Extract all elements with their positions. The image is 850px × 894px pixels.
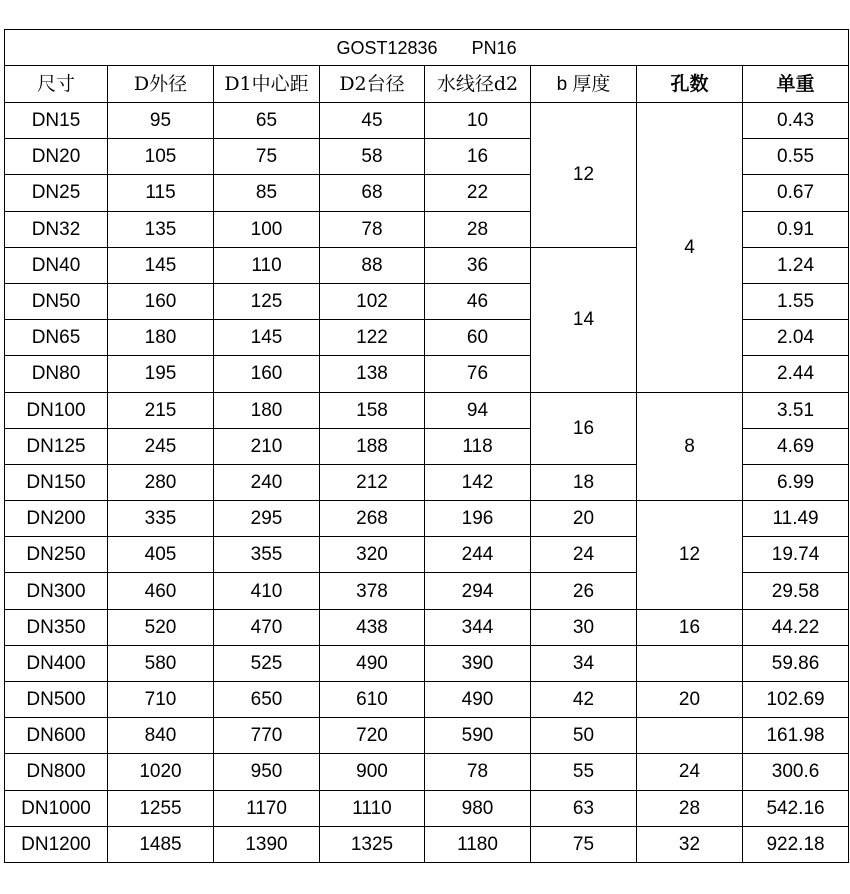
cell-unit-weight: 11.49 <box>743 501 849 537</box>
cell-center-distance: 145 <box>214 320 320 356</box>
cell-hole-count: 28 <box>637 790 743 826</box>
cell-size: DN500 <box>5 682 108 718</box>
cell-hole-count <box>637 718 743 754</box>
table-title <box>5 30 849 66</box>
cell-outer-diameter: 710 <box>108 682 214 718</box>
cell-unit-weight: 2.04 <box>743 320 849 356</box>
cell-waterline-diameter: 36 <box>425 247 531 283</box>
cell-waterline-diameter: 22 <box>425 175 531 211</box>
header-raised-face-diameter: D2台径 <box>320 66 425 103</box>
cell-center-distance: 470 <box>214 609 320 645</box>
cell-raised-face-diameter: 1110 <box>320 790 425 826</box>
cell-size: DN65 <box>5 320 108 356</box>
cell-hole-count: 12 <box>637 501 743 610</box>
cell-unit-weight: 102.69 <box>743 682 849 718</box>
cell-hole-count: 16 <box>637 609 743 645</box>
cell-raised-face-diameter: 900 <box>320 754 425 790</box>
cell-raised-face-diameter: 138 <box>320 356 425 392</box>
cell-center-distance: 650 <box>214 682 320 718</box>
cell-hole-count: 20 <box>637 682 743 718</box>
cell-raised-face-diameter: 88 <box>320 247 425 283</box>
table-row <box>5 682 849 718</box>
cell-size: DN1200 <box>5 826 108 862</box>
cell-unit-weight: 0.67 <box>743 175 849 211</box>
cell-raised-face-diameter: 610 <box>320 682 425 718</box>
cell-center-distance: 295 <box>214 501 320 537</box>
cell-thickness: 18 <box>531 464 637 500</box>
cell-waterline-diameter: 490 <box>425 682 531 718</box>
cell-size: DN300 <box>5 573 108 609</box>
cell-center-distance: 75 <box>214 139 320 175</box>
cell-raised-face-diameter: 58 <box>320 139 425 175</box>
cell-thickness: 63 <box>531 790 637 826</box>
cell-unit-weight: 542.16 <box>743 790 849 826</box>
cell-thickness: 20 <box>531 501 637 537</box>
cell-center-distance: 160 <box>214 356 320 392</box>
cell-hole-count: 8 <box>637 392 743 501</box>
cell-size: DN50 <box>5 283 108 319</box>
cell-size: DN150 <box>5 464 108 500</box>
cell-center-distance: 355 <box>214 537 320 573</box>
table-row <box>5 103 849 139</box>
cell-center-distance: 950 <box>214 754 320 790</box>
cell-center-distance: 240 <box>214 464 320 500</box>
cell-unit-weight: 4.69 <box>743 428 849 464</box>
cell-outer-diameter: 195 <box>108 356 214 392</box>
cell-center-distance: 180 <box>214 392 320 428</box>
cell-outer-diameter: 1020 <box>108 754 214 790</box>
cell-thickness: 50 <box>531 718 637 754</box>
table-row <box>5 645 849 681</box>
header-hole-count: 孔数 <box>637 66 743 103</box>
cell-raised-face-diameter: 378 <box>320 573 425 609</box>
cell-thickness: 42 <box>531 682 637 718</box>
cell-thickness: 55 <box>531 754 637 790</box>
cell-raised-face-diameter: 188 <box>320 428 425 464</box>
cell-unit-weight: 0.43 <box>743 103 849 139</box>
table-row <box>5 826 849 862</box>
cell-center-distance: 410 <box>214 573 320 609</box>
cell-raised-face-diameter: 68 <box>320 175 425 211</box>
cell-center-distance: 770 <box>214 718 320 754</box>
cell-outer-diameter: 405 <box>108 537 214 573</box>
cell-size: DN80 <box>5 356 108 392</box>
cell-size: DN250 <box>5 537 108 573</box>
cell-size: DN100 <box>5 392 108 428</box>
cell-outer-diameter: 280 <box>108 464 214 500</box>
cell-outer-diameter: 1485 <box>108 826 214 862</box>
cell-size: DN200 <box>5 501 108 537</box>
cell-thickness: 16 <box>531 392 637 464</box>
cell-size: DN800 <box>5 754 108 790</box>
header-center-distance: D1中心距 <box>214 66 320 103</box>
cell-size: DN20 <box>5 139 108 175</box>
header-unit-weight: 单重 <box>743 66 849 103</box>
cell-outer-diameter: 245 <box>108 428 214 464</box>
cell-thickness: 24 <box>531 537 637 573</box>
cell-size: DN1000 <box>5 790 108 826</box>
cell-center-distance: 1390 <box>214 826 320 862</box>
cell-hole-count: 32 <box>637 826 743 862</box>
cell-thickness: 30 <box>531 609 637 645</box>
cell-center-distance: 85 <box>214 175 320 211</box>
cell-unit-weight: 29.58 <box>743 573 849 609</box>
cell-outer-diameter: 135 <box>108 211 214 247</box>
cell-center-distance: 210 <box>214 428 320 464</box>
cell-size: DN25 <box>5 175 108 211</box>
header-outer-diameter: D外径 <box>108 66 214 103</box>
title-row <box>5 30 849 66</box>
cell-waterline-diameter: 78 <box>425 754 531 790</box>
cell-raised-face-diameter: 720 <box>320 718 425 754</box>
cell-outer-diameter: 160 <box>108 283 214 319</box>
cell-waterline-diameter: 390 <box>425 645 531 681</box>
cell-outer-diameter: 840 <box>108 718 214 754</box>
header-size: 尺寸 <box>5 66 108 103</box>
cell-outer-diameter: 145 <box>108 247 214 283</box>
cell-raised-face-diameter: 102 <box>320 283 425 319</box>
cell-outer-diameter: 580 <box>108 645 214 681</box>
table-row <box>5 392 849 428</box>
cell-size: DN125 <box>5 428 108 464</box>
cell-thickness: 26 <box>531 573 637 609</box>
title-standard: GOST12836 <box>336 37 438 58</box>
cell-outer-diameter: 105 <box>108 139 214 175</box>
cell-raised-face-diameter: 212 <box>320 464 425 500</box>
cell-waterline-diameter: 16 <box>425 139 531 175</box>
cell-outer-diameter: 95 <box>108 103 214 139</box>
cell-thickness: 14 <box>531 247 637 392</box>
cell-waterline-diameter: 28 <box>425 211 531 247</box>
cell-raised-face-diameter: 1325 <box>320 826 425 862</box>
cell-unit-weight: 59.86 <box>743 645 849 681</box>
cell-outer-diameter: 335 <box>108 501 214 537</box>
cell-thickness: 34 <box>531 645 637 681</box>
flange-spec-table <box>4 29 849 863</box>
cell-unit-weight: 3.51 <box>743 392 849 428</box>
cell-center-distance: 125 <box>214 283 320 319</box>
cell-outer-diameter: 115 <box>108 175 214 211</box>
cell-unit-weight: 2.44 <box>743 356 849 392</box>
cell-raised-face-diameter: 78 <box>320 211 425 247</box>
cell-unit-weight: 6.99 <box>743 464 849 500</box>
cell-center-distance: 1170 <box>214 790 320 826</box>
cell-waterline-diameter: 344 <box>425 609 531 645</box>
title-pressure: PN16 <box>471 37 517 58</box>
cell-unit-weight: 300.6 <box>743 754 849 790</box>
cell-size: DN400 <box>5 645 108 681</box>
cell-outer-diameter: 1255 <box>108 790 214 826</box>
cell-outer-diameter: 215 <box>108 392 214 428</box>
cell-waterline-diameter: 1180 <box>425 826 531 862</box>
cell-unit-weight: 922.18 <box>743 826 849 862</box>
cell-center-distance: 110 <box>214 247 320 283</box>
cell-outer-diameter: 520 <box>108 609 214 645</box>
cell-hole-count: 4 <box>637 103 743 393</box>
cell-waterline-diameter: 118 <box>425 428 531 464</box>
cell-outer-diameter: 460 <box>108 573 214 609</box>
cell-thickness: 12 <box>531 103 637 248</box>
cell-raised-face-diameter: 320 <box>320 537 425 573</box>
cell-size: DN32 <box>5 211 108 247</box>
cell-unit-weight: 0.55 <box>743 139 849 175</box>
cell-outer-diameter: 180 <box>108 320 214 356</box>
header-thickness: b 厚度 <box>531 66 637 103</box>
cell-waterline-diameter: 76 <box>425 356 531 392</box>
cell-unit-weight: 0.91 <box>743 211 849 247</box>
cell-waterline-diameter: 590 <box>425 718 531 754</box>
cell-raised-face-diameter: 158 <box>320 392 425 428</box>
cell-center-distance: 100 <box>214 211 320 247</box>
cell-center-distance: 525 <box>214 645 320 681</box>
cell-raised-face-diameter: 122 <box>320 320 425 356</box>
cell-waterline-diameter: 142 <box>425 464 531 500</box>
cell-size: DN350 <box>5 609 108 645</box>
cell-raised-face-diameter: 490 <box>320 645 425 681</box>
cell-raised-face-diameter: 438 <box>320 609 425 645</box>
table-row <box>5 501 849 537</box>
cell-unit-weight: 161.98 <box>743 718 849 754</box>
cell-thickness: 75 <box>531 826 637 862</box>
table-row <box>5 609 849 645</box>
cell-waterline-diameter: 94 <box>425 392 531 428</box>
cell-unit-weight: 1.24 <box>743 247 849 283</box>
table-row <box>5 754 849 790</box>
cell-hole-count <box>637 645 743 681</box>
header-waterline-diameter: 水线径d2 <box>425 66 531 103</box>
cell-size: DN15 <box>5 103 108 139</box>
cell-center-distance: 65 <box>214 103 320 139</box>
cell-hole-count: 24 <box>637 754 743 790</box>
cell-waterline-diameter: 294 <box>425 573 531 609</box>
cell-unit-weight: 44.22 <box>743 609 849 645</box>
table-row <box>5 790 849 826</box>
cell-unit-weight: 19.74 <box>743 537 849 573</box>
cell-raised-face-diameter: 45 <box>320 103 425 139</box>
cell-waterline-diameter: 46 <box>425 283 531 319</box>
table-row <box>5 718 849 754</box>
cell-waterline-diameter: 60 <box>425 320 531 356</box>
cell-unit-weight: 1.55 <box>743 283 849 319</box>
cell-waterline-diameter: 980 <box>425 790 531 826</box>
cell-size: DN40 <box>5 247 108 283</box>
cell-waterline-diameter: 10 <box>425 103 531 139</box>
cell-waterline-diameter: 244 <box>425 537 531 573</box>
cell-size: DN600 <box>5 718 108 754</box>
cell-waterline-diameter: 196 <box>425 501 531 537</box>
table-body <box>5 103 849 863</box>
header-row <box>5 66 849 103</box>
cell-raised-face-diameter: 268 <box>320 501 425 537</box>
